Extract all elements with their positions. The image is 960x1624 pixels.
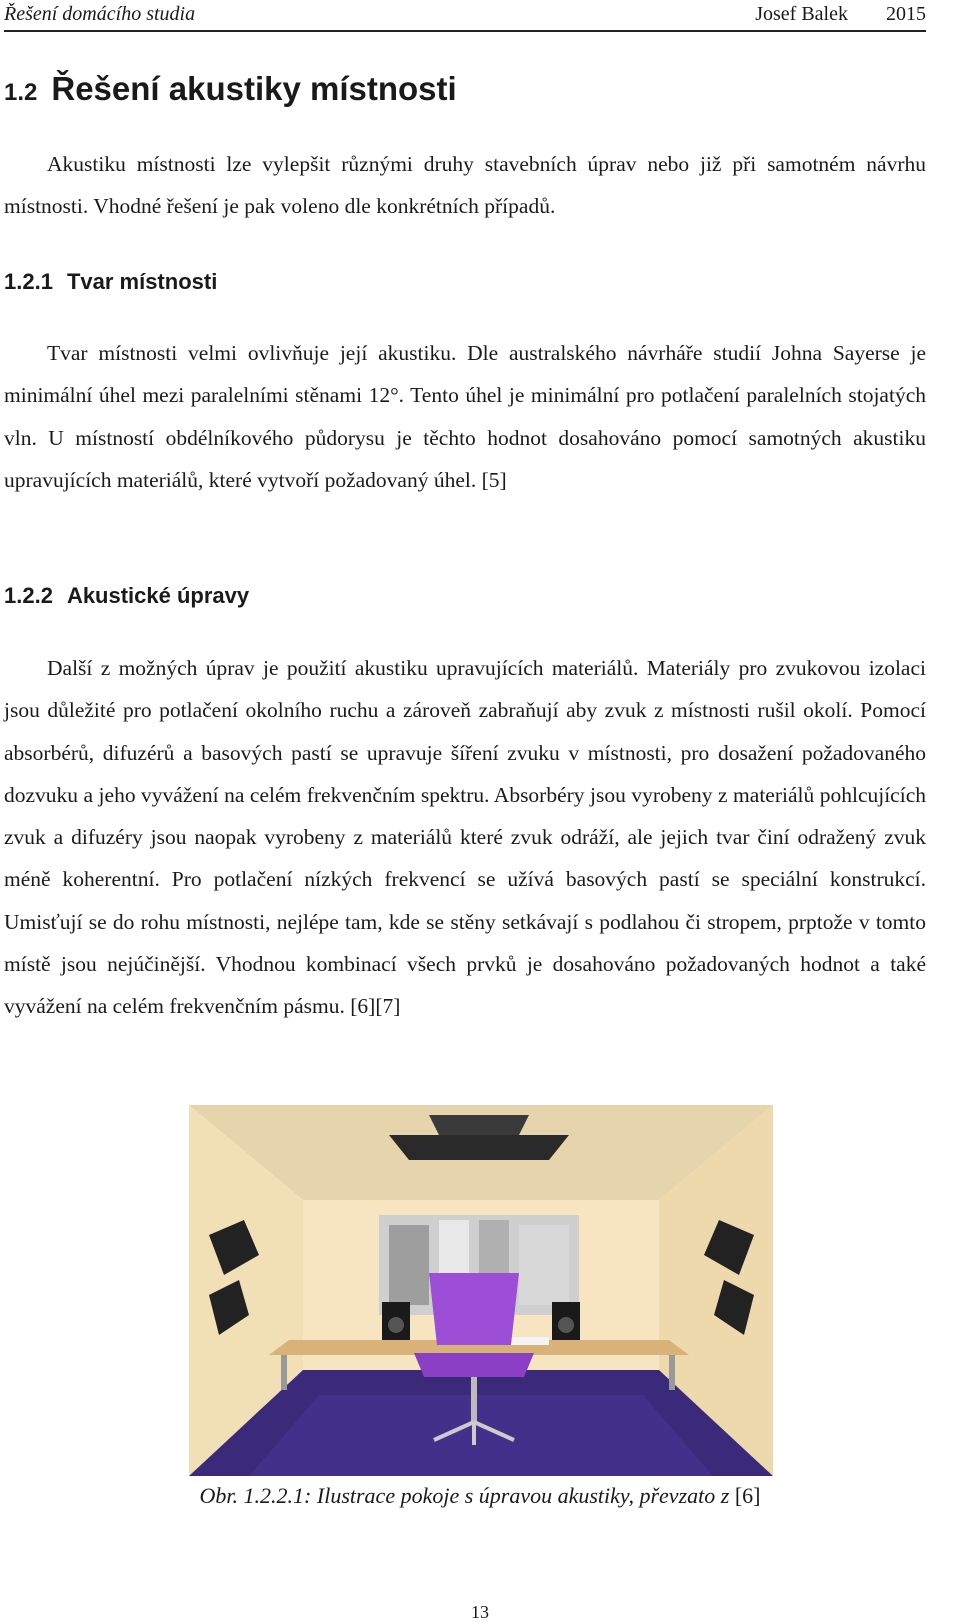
subsection-number: 1.2.1 [4, 269, 53, 294]
subsection-title: Akustické úpravy [66, 583, 250, 608]
subsection-1-paragraph: Tvar místnosti velmi ovlivňuje její akustiku. Dle australského návrháře studií Johna Sayerse je minimální úhel mezi paralelními stěnami 12°. Tento úhel je minimální pro potlačení paralelních stojatých vln. U místností obdélníkového půdorysu je těchto hodnot dosahováno pomocí samotných akustiku upravujících materiálů, které vytvoří požadovaný úhel. [5] [4, 341, 926, 492]
figure-caption-text: Ilustrace pokoje s úpravou akustiky, převzato z [316, 1483, 730, 1508]
subsection-number: 1.2.2 [4, 583, 53, 608]
chair-seat [414, 1353, 534, 1377]
section-title: Řešení akustiky místnosti [51, 70, 457, 107]
ceiling-panel [429, 1115, 529, 1135]
diffuser-block [519, 1225, 569, 1305]
subsection-title: Tvar místnosti [66, 269, 218, 294]
room-illustration [189, 1105, 773, 1476]
floor-carpet [249, 1395, 713, 1476]
header-document-title: Řešení domácího studia [4, 3, 196, 25]
ceiling-panel [389, 1135, 569, 1160]
figure-caption-ref: [6] [734, 1483, 761, 1508]
subsection-heading-1 [4, 269, 217, 295]
chair-back [429, 1273, 519, 1345]
desk-leg [669, 1355, 675, 1390]
desk-leg [281, 1355, 287, 1390]
page-header [4, 2, 926, 32]
section-number: 1.2 [4, 79, 38, 106]
figure-caption-label: Obr. 1.2.2.1: [199, 1483, 312, 1508]
page-number: 13 [471, 1602, 489, 1622]
subsection-2-paragraph: Další z možných úprav je použití akustiku upravujících materiálů. Materiály pro zvukovou izolaci jsou důležité pro potlačení okolního ruchu a zároveň zabraňují aby zvuk z místnosti rušil okolí. Pomocí absorbérů, difuzérů a basových pastí se upravuje šíření zvuku v místnosti, pro dosažení požadovaného dozvuku a jeho vyvážení na celém frekvenčním spektru. Absorbéry jsou vyrobeny z materiálů pohlcujících zvuk a difuzéry jsou naopak vyrobeny z materiálů které zvuk odráží, ale jejich tvar činí odražený zvuk méně koherentní. Pro potlačení nízkých frekvencí se užívá basových pastí se speciální konstrukcí. Umisťují se do rohu místnosti, nejlépe tam, kde se stěny setkávají s podlahou či stropem, prptože v tomto místě jsou nejúčinější. Vhodnou kombinací všech prvků je dosahováno požadovaných hodnot a také vyvážení na celém frekvenčním pásmu. [6][7] [4, 656, 926, 1019]
header-year: 2015 [886, 3, 926, 25]
figure-caption [0, 1483, 960, 1509]
room-illustration-image [189, 1105, 773, 1476]
left-speaker-cone [388, 1317, 404, 1333]
chair-post [471, 1377, 477, 1422]
right-speaker-cone [558, 1317, 574, 1333]
section-intro-paragraph: Akustiku místnosti lze vylepšit různými druhy stavebních úprav nebo již při samotném návrhu místnosti. Vhodné řešení je pak voleno dle konkrétních případů. [4, 152, 926, 219]
header-author: Josef Balek [755, 3, 848, 25]
diffuser-block [389, 1225, 429, 1305]
section-heading [4, 70, 457, 108]
subsection-heading-2 [4, 583, 249, 609]
